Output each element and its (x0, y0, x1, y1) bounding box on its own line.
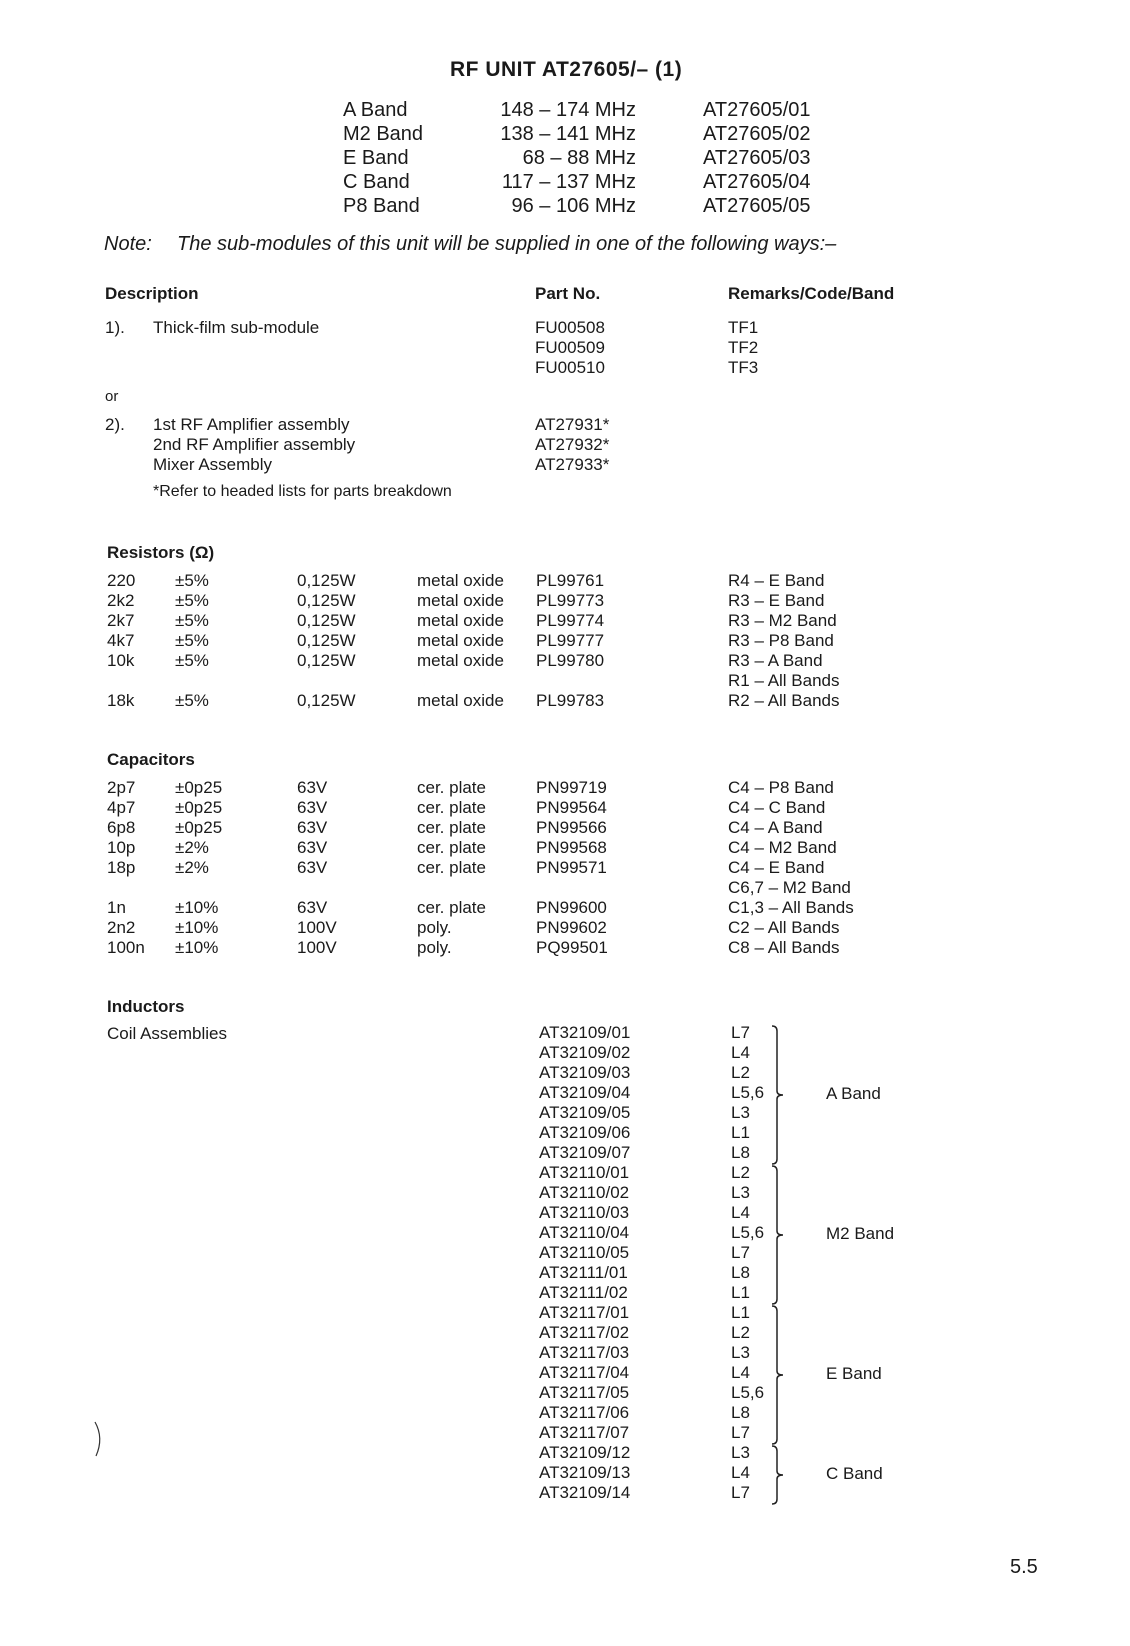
coil-part-number: AT32117/04 (539, 1363, 630, 1382)
capacitors-type: cer. plate (417, 858, 486, 877)
or-separator: or (105, 388, 119, 405)
capacitors-type: cer. plate (417, 778, 486, 797)
assembly-description: 1st RF Amplifier assembly (153, 415, 350, 434)
coil-reference: L4 (731, 1043, 750, 1062)
coil-reference: L3 (731, 1343, 750, 1362)
coil-part-number: AT32109/07 (539, 1143, 631, 1162)
resistors-remark: R2 – All Bands (728, 691, 840, 710)
capacitors-remark: C8 – All Bands (728, 938, 840, 957)
option-2-number: 2). (105, 415, 125, 434)
inductors-heading: Inductors (107, 997, 185, 1016)
header-remarks: Remarks/Code/Band (728, 284, 895, 303)
capacitors-tol: ±0p25 (175, 818, 223, 837)
band-code: AT27605/01 (703, 99, 811, 121)
capacitors-value: 2p7 (107, 778, 136, 797)
resistors-remark: R3 – P8 Band (728, 631, 834, 650)
capacitors-type: cer. plate (417, 898, 486, 917)
coil-reference: L4 (731, 1463, 750, 1482)
band-codes (703, 98, 811, 218)
band-code: AT27605/03 (703, 147, 811, 169)
capacitors-value: 100n (107, 938, 145, 957)
capacitors-rating: 63V (297, 898, 328, 917)
band-code: AT27605/04 (703, 171, 811, 193)
option-2-descriptions (153, 415, 355, 475)
band-range: 68 – 88 MHz (522, 147, 636, 169)
page-number: 5.5 (1010, 1556, 1038, 1578)
option-2-parts (535, 415, 609, 475)
capacitors-remark: C4 – M2 Band (728, 838, 837, 857)
coil-reference: L2 (731, 1163, 750, 1182)
resistors-part: PL99773 (536, 591, 605, 610)
coil-part-number: AT32110/02 (539, 1183, 630, 1202)
coil-reference: L3 (731, 1183, 750, 1202)
capacitors-part: PN99600 (536, 898, 607, 917)
resistors-remark: R4 – E Band (728, 571, 825, 590)
resistors-value: 220 (107, 571, 136, 590)
resistors-rating: 0,125W (297, 631, 356, 650)
coil-reference: L8 (731, 1143, 750, 1162)
capacitors-tol: ±0p25 (175, 778, 223, 797)
capacitors-remark: C6,7 – M2 Band (728, 878, 851, 897)
part-number: AT27933* (535, 455, 610, 474)
resistors-part: PL99780 (536, 651, 605, 670)
band-name: M2 Band (343, 123, 424, 145)
capacitors-rating: 63V (297, 778, 328, 797)
band-group-label: A Band (826, 1084, 881, 1103)
coil-part-number: AT32109/01 (539, 1023, 631, 1042)
band-range: 138 – 141 MHz (500, 123, 636, 145)
resistors-value: 2k2 (107, 591, 135, 610)
coil-part-number: AT32109/02 (539, 1043, 631, 1062)
capacitors-rating: 63V (297, 818, 328, 837)
capacitors-part: PQ99501 (536, 938, 608, 957)
band-group-label: E Band (826, 1364, 882, 1383)
coil-reference: L1 (731, 1303, 750, 1322)
capacitors-rating: 63V (297, 838, 328, 857)
note-text: The sub-modules of this unit will be supplied in one of the following ways:– (177, 233, 837, 255)
coil-reference: L8 (731, 1263, 750, 1282)
option-1-codes (728, 318, 758, 378)
coil-part-number: AT32109/05 (539, 1103, 631, 1122)
coil-reference: L2 (731, 1323, 750, 1342)
page-title: RF UNIT AT27605/– (1) (450, 58, 683, 81)
coil-part-number: AT32110/03 (539, 1203, 630, 1222)
capacitors-remark: C4 – C Band (728, 798, 826, 817)
capacitors-rating: 100V (297, 918, 337, 937)
resistors-part: PL99774 (536, 611, 605, 630)
coil-reference: L3 (731, 1443, 750, 1462)
coil-part-number: AT32110/05 (539, 1243, 630, 1262)
resistors-tol: ±5% (175, 591, 209, 610)
coil-part-number: AT32117/05 (539, 1383, 630, 1402)
coil-part-number: AT32111/02 (539, 1283, 628, 1302)
resistors-remark: R1 – All Bands (728, 671, 840, 690)
code: TF1 (728, 318, 759, 337)
resistors-rating: 0,125W (297, 611, 356, 630)
coil-part-number: AT32117/02 (539, 1323, 630, 1342)
capacitors-type: poly. (417, 918, 452, 937)
band-range: 96 – 106 MHz (511, 195, 636, 217)
code: TF3 (728, 358, 759, 377)
part-number: FU00509 (535, 338, 605, 357)
capacitors-type: poly. (417, 938, 452, 957)
header-part-no: Part No. (535, 284, 601, 303)
coil-part-number: AT32109/14 (539, 1483, 631, 1502)
capacitors-heading: Capacitors (107, 750, 195, 769)
coil-reference: L7 (731, 1243, 750, 1262)
coil-reference: L4 (731, 1363, 750, 1382)
footnote: *Refer to headed lists for parts breakdown (153, 483, 452, 500)
coil-reference: L1 (731, 1283, 750, 1302)
capacitors-value: 6p8 (107, 818, 136, 837)
resistors-heading: Resistors (Ω) (107, 543, 215, 562)
part-number: FU00508 (535, 318, 605, 337)
resistors-part: PL99783 (536, 691, 605, 710)
capacitors-remark: C2 – All Bands (728, 918, 840, 937)
capacitors-remark: C4 – P8 Band (728, 778, 834, 797)
part-number: AT27931* (535, 415, 610, 434)
band-range: 117 – 137 MHz (501, 171, 636, 193)
resistors-tol: ±5% (175, 691, 209, 710)
brace-icon (770, 1165, 794, 1305)
capacitors-part: PN99568 (536, 838, 607, 857)
band-name: A Band (343, 99, 408, 121)
band-ranges (486, 98, 636, 218)
coil-part-number: AT32117/01 (539, 1303, 630, 1322)
resistors-type: metal oxide (417, 631, 504, 650)
resistors-type: metal oxide (417, 611, 504, 630)
resistors-tol: ±5% (175, 611, 209, 630)
band-group-label: M2 Band (826, 1224, 895, 1243)
capacitors-part: PN99566 (536, 818, 607, 837)
band-group-label: C Band (826, 1464, 883, 1483)
coil-reference: L3 (731, 1103, 750, 1122)
resistors-type: metal oxide (417, 591, 504, 610)
capacitors-tol: ±2% (175, 838, 209, 857)
band-name: P8 Band (343, 195, 420, 217)
assembly-description: Mixer Assembly (153, 455, 273, 474)
resistors-remark: R3 – A Band (728, 651, 823, 670)
coil-reference: L5,6 (731, 1223, 765, 1242)
brace-icon (770, 1025, 794, 1165)
capacitors-value: 4p7 (107, 798, 136, 817)
capacitors-type: cer. plate (417, 798, 486, 817)
coil-part-number: AT32109/06 (539, 1123, 631, 1142)
coil-part-number: AT32110/01 (539, 1163, 630, 1182)
coil-part-number: AT32117/03 (539, 1343, 630, 1362)
code: TF2 (728, 338, 759, 357)
capacitors-type: cer. plate (417, 838, 486, 857)
coil-part-number: AT32117/06 (539, 1403, 630, 1422)
note-label: Note: (104, 233, 152, 255)
margin-mark-icon (90, 1420, 110, 1460)
coil-part-number: AT32117/07 (539, 1423, 630, 1442)
capacitors-value: 18p (107, 858, 136, 877)
capacitors-part: PN99564 (536, 798, 607, 817)
resistors-type: metal oxide (417, 691, 504, 710)
coil-part-number: AT32109/03 (539, 1063, 631, 1082)
coil-part-number: AT32109/04 (539, 1083, 631, 1102)
header-description: Description (105, 284, 199, 303)
band-name: E Band (343, 147, 409, 169)
coil-reference: L4 (731, 1203, 750, 1222)
band-names (343, 98, 423, 218)
capacitors-tol: ±10% (175, 938, 219, 957)
capacitors-remark: C4 – A Band (728, 818, 823, 837)
capacitors-value: 2n2 (107, 918, 136, 937)
capacitors-part: PN99602 (536, 918, 607, 937)
resistors-rating: 0,125W (297, 591, 356, 610)
resistors-tol: ±5% (175, 631, 209, 650)
resistors-tol: ±5% (175, 651, 209, 670)
band-code: AT27605/02 (703, 123, 811, 145)
resistors-remark: R3 – M2 Band (728, 611, 837, 630)
capacitors-rating: 63V (297, 798, 328, 817)
option-1-description: Thick-film sub-module (153, 318, 320, 337)
coil-reference: L8 (731, 1403, 750, 1422)
part-number: FU00510 (535, 358, 605, 377)
capacitors-rating: 63V (297, 858, 328, 877)
coil-assemblies-label: Coil Assemblies (107, 1024, 227, 1043)
band-code: AT27605/05 (703, 195, 811, 217)
assembly-description: 2nd RF Amplifier assembly (153, 435, 356, 454)
resistors-rating: 0,125W (297, 571, 356, 590)
coil-part-number: AT32111/01 (539, 1263, 628, 1282)
resistors-remark: R3 – E Band (728, 591, 825, 610)
brace-icon (770, 1305, 794, 1445)
option-1-parts (535, 318, 605, 378)
capacitors-rating: 100V (297, 938, 337, 957)
resistors-value: 2k7 (107, 611, 135, 630)
resistors-value: 4k7 (107, 631, 135, 650)
band-name: C Band (343, 171, 410, 193)
coil-reference: L1 (731, 1123, 750, 1142)
capacitors-tol: ±10% (175, 898, 219, 917)
capacitors-value: 10p (107, 838, 136, 857)
resistors-part: PL99761 (536, 571, 605, 590)
capacitors-remark: C1,3 – All Bands (728, 898, 854, 917)
capacitors-value: 1n (107, 898, 126, 917)
coil-reference: L2 (731, 1063, 750, 1082)
resistors-tol: ±5% (175, 571, 209, 590)
brace-icon (770, 1445, 794, 1505)
resistors-rating: 0,125W (297, 651, 356, 670)
coil-reference: L7 (731, 1483, 750, 1502)
resistors-value: 18k (107, 691, 135, 710)
coil-part-number: AT32109/12 (539, 1443, 631, 1462)
coil-part-number: AT32110/04 (539, 1223, 630, 1242)
band-range: 148 – 174 MHz (500, 99, 636, 121)
resistors-value: 10k (107, 651, 135, 670)
coil-part-number: AT32109/13 (539, 1463, 631, 1482)
capacitors-tol: ±10% (175, 918, 219, 937)
capacitors-part: PN99719 (536, 778, 607, 797)
resistors-part: PL99777 (536, 631, 605, 650)
resistors-rating: 0,125W (297, 691, 356, 710)
capacitors-tol: ±0p25 (175, 798, 223, 817)
part-number: AT27932* (535, 435, 610, 454)
coil-reference: L5,6 (731, 1383, 765, 1402)
capacitors-remark: C4 – E Band (728, 858, 825, 877)
capacitors-tol: ±2% (175, 858, 209, 877)
coil-reference: L7 (731, 1423, 750, 1442)
option-1-number: 1). (105, 318, 125, 337)
resistors-type: metal oxide (417, 651, 504, 670)
resistors-type: metal oxide (417, 571, 504, 590)
coil-reference: L7 (731, 1023, 750, 1042)
capacitors-type: cer. plate (417, 818, 486, 837)
capacitors-part: PN99571 (536, 858, 607, 877)
coil-reference: L5,6 (731, 1083, 765, 1102)
